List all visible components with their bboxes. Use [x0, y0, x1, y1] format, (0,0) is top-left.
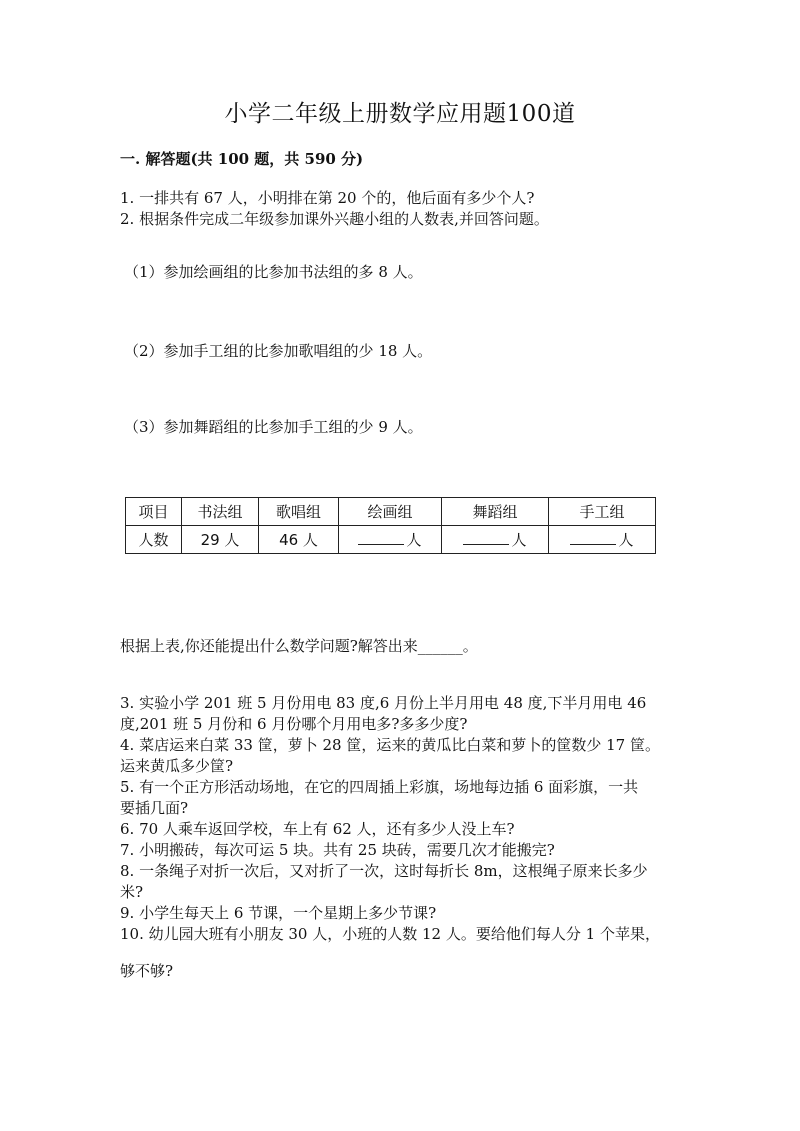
table-blank-cell[interactable]	[442, 526, 549, 554]
question-4-line-1: 4. 菜店运来白菜 33 筐，萝卜 28 筐，运来的黄瓜比白菜和萝卜的筐数少 17 筐。	[120, 736, 660, 754]
question-5-line-1: 5. 有一个正方形活动场地，在它的四周插上彩旗，场地每边插 6 面彩旗，一共	[120, 778, 639, 796]
answer-blank	[463, 530, 509, 545]
question-3-line-2: 度,201 班 5 月份和 6 月份哪个月用电多?多多少度?	[120, 715, 468, 733]
unit-label: 人	[406, 531, 422, 549]
table-header-cell: 舞蹈组	[442, 498, 549, 526]
question-2-condition-1: （1）参加绘画组的比参加书法组的多 8 人。	[124, 263, 423, 281]
table-header-cell: 书法组	[182, 498, 259, 526]
table-header-cell: 歌唱组	[259, 498, 339, 526]
unit-label: 人	[618, 531, 634, 549]
interest-group-table	[125, 497, 656, 554]
question-5-line-2: 要插几面?	[120, 799, 189, 817]
question-2-condition-2: （2）参加手工组的比参加歌唱组的少 18 人。	[124, 342, 433, 360]
question-7: 7. 小明搬砖，每次可运 5 块。共有 25 块砖，需要几次才能搬完?	[120, 841, 555, 859]
table-header-cell: 项目	[126, 498, 182, 526]
question-1: 1. 一排共有 67 人，小明排在第 20 个的，他后面有多少个人?	[120, 189, 535, 207]
page-title: 小学二年级上册数学应用题100道	[224, 101, 576, 127]
question-8-line-1: 8. 一条绳子对折一次后，又对折了一次，这时每折长 8m，这根绳子原来长多少	[120, 862, 648, 880]
table-row	[126, 526, 656, 554]
table-cell: 29 人	[182, 526, 259, 554]
table-header-cell: 手工组	[549, 498, 656, 526]
section-heading: 一. 解答题(共 100 题，共 590 分)	[120, 150, 364, 168]
table-header-cell: 绘画组	[339, 498, 442, 526]
question-2-followup: 根据上表,你还能提出什么数学问题?解答出来______。	[120, 637, 478, 655]
question-10-line-2: 够不够?	[120, 962, 174, 980]
table-blank-cell[interactable]	[339, 526, 442, 554]
question-6: 6. 70 人乘车返回学校，车上有 62 人，还有多少人没上车?	[120, 820, 515, 838]
question-8-line-2: 米?	[120, 883, 144, 901]
question-9: 9. 小学生每天上 6 节课，一个星期上多少节课?	[120, 904, 437, 922]
question-2-condition-3: （3）参加舞蹈组的比参加手工组的少 9 人。	[124, 418, 423, 436]
question-10-line-1: 10. 幼儿园大班有小朋友 30 人，小班的人数 12 人。要给他们每人分 1 个苹果，	[120, 925, 660, 943]
table-cell: 46 人	[259, 526, 339, 554]
question-3-line-1: 3. 实验小学 201 班 5 月份用电 83 度,6 月份上半月用电 48 度,下半月用电 46	[120, 694, 647, 712]
answer-blank	[570, 530, 616, 545]
table-row-label: 人数	[126, 526, 182, 554]
question-2: 2. 根据条件完成二年级参加课外兴趣小组的人数表,并回答问题。	[120, 210, 549, 228]
answer-blank	[358, 530, 404, 545]
question-4-line-2: 运来黄瓜多少筐?	[120, 757, 234, 775]
unit-label: 人	[511, 531, 527, 549]
table-header-row	[126, 498, 656, 526]
table-blank-cell[interactable]	[549, 526, 656, 554]
